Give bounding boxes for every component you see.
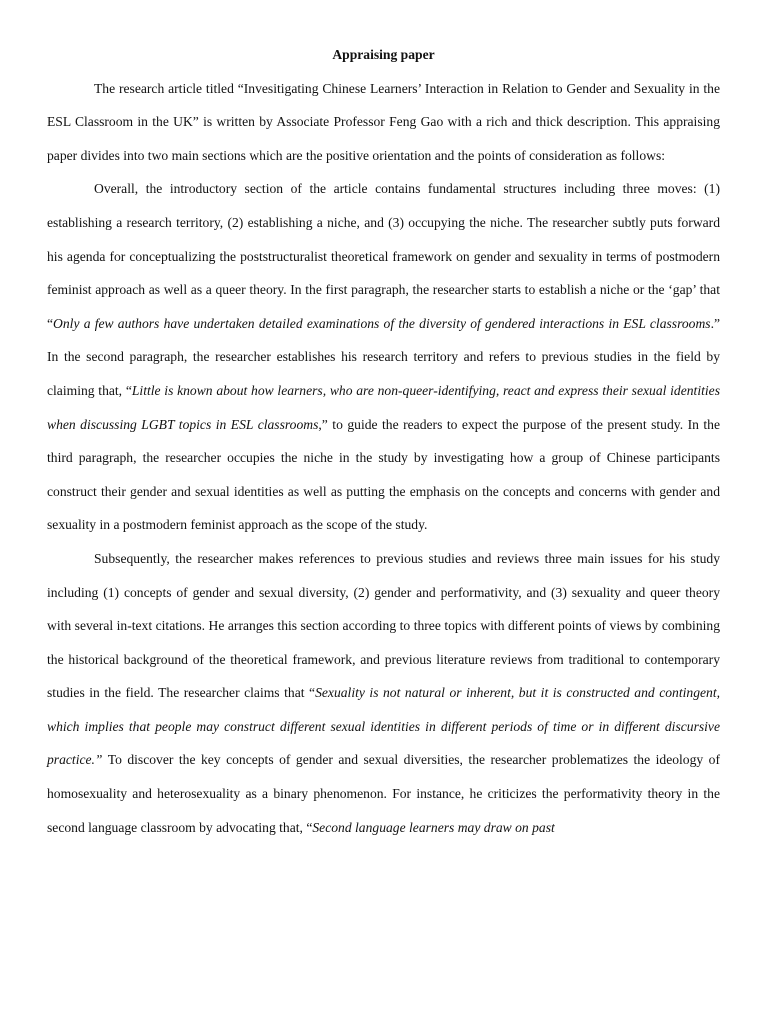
- quoted-text: Little is known about how learners, who are non-queer-identifying, react and express their sexual identities when discussing LGBT topics in ESL classrooms: [47, 382, 720, 432]
- document-body: [47, 72, 720, 845]
- text-run: Overall, the introductory section of the article contains fundamental structures including three moves: (1) establishing a research territory, (2) establishing a niche, and (3) occupying the niche. The researcher subtly puts forward his agenda for conceptualizing the poststructuralist theoretical framework on gender and sexuality in terms of postmodern feminist approach as well as a queer theory. In the first paragraph, the researcher starts to establish a niche or the ‘gap’ that “: [47, 181, 720, 331]
- paragraph: [47, 72, 720, 173]
- text-run: The research article titled “Invesitigating Chinese Learners’ Interaction in Relation to Gender and Sexuality in the ESL Classroom in the UK” is written by Associate Professor Feng Gao with a rich and thick description. This appraising paper divides into two main sections which are the positive orientation and the points of consideration as follows:: [47, 80, 720, 163]
- text-run: ,” to guide the readers to expect the purpose of the present study. In the third paragraph, the researcher occupies the niche in the study by investigating how a group of Chinese participants construct their gender and sexual identities as well as putting the emphasis on the concepts and concerns with gender and sexuality in a postmodern feminist approach as the scope of the study.: [47, 416, 720, 533]
- page-title: Appraising paper: [332, 47, 435, 62]
- quoted-text: Second language learners may draw on past: [312, 819, 555, 835]
- paragraph: [47, 542, 720, 844]
- text-run: To discover the key concepts of gender and sexual diversities, the researcher problematizes the ideology of homosexuality and heterosexuality as a binary phenomenon. For instance, he criticizes the performativity theory in the second language classroom by advocating that, “: [47, 752, 720, 835]
- quoted-text: Sexuality is not natural or inherent, but it is constructed and contingent, which implies that people may construct different sexual identities in different periods of time or in different discursive practice.”: [47, 685, 720, 768]
- quoted-text: Only a few authors have undertaken detailed examinations of the diversity of gendered interactions in ESL classrooms: [53, 315, 711, 331]
- text-run: .” In the second paragraph, the researcher establishes his research territory and refers to previous studies in the field by claiming that, “: [47, 315, 720, 398]
- text-run: Subsequently, the researcher makes references to previous studies and reviews three main issues for his study including (1) concepts of gender and sexual diversity, (2) gender and performativity, and (3) sexuality and queer theory with several in-text citations. He arranges this section according to three topics with different points of views by combining the historical background of the theoretical framework, and previous literature reviews from traditional to contemporary studies in the field. The researcher claims that “: [47, 550, 720, 701]
- paragraph: [47, 172, 720, 542]
